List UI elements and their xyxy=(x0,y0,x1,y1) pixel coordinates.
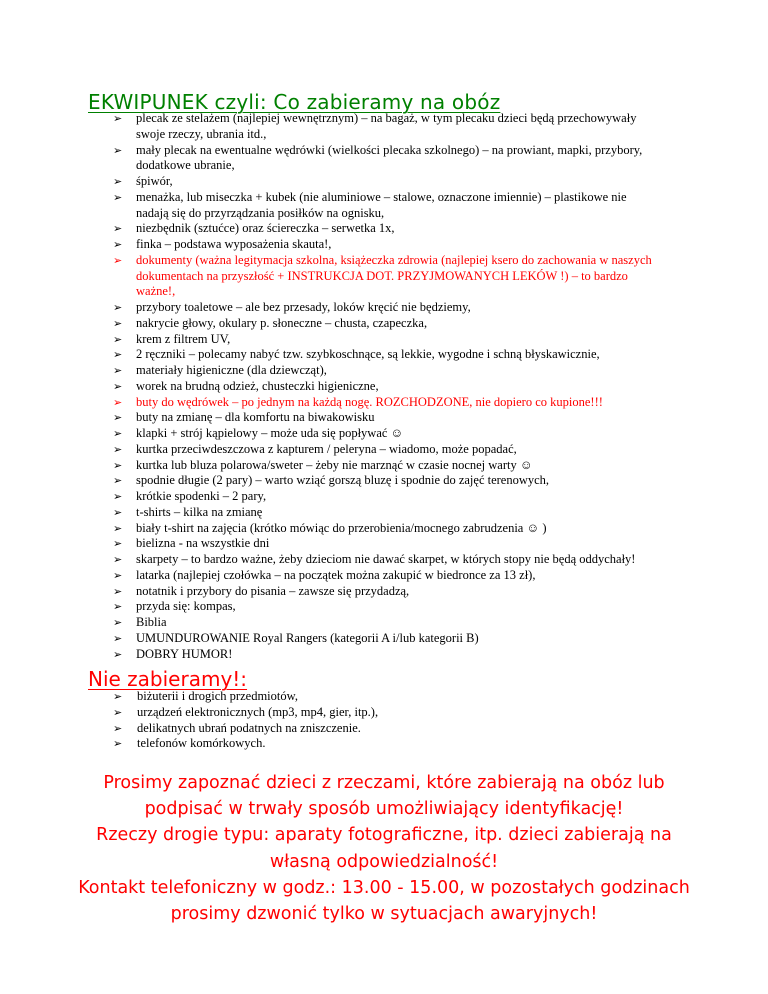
arrow-bullet-icon: ➢ xyxy=(113,474,123,488)
list-item-text: spodnie długie (2 pary) – warto wziąć gorszą bluzę i spodnie do zajęć terenowych, xyxy=(136,473,550,488)
list-item-text: nakrycie głowy, okulary p. słoneczne – chusta, czapeczka, xyxy=(136,315,428,330)
list-item-text: plecak ze stelażem (najlepiej wewnętrznym) – na bagaż, w tym plecaku dzieci będą przechowywały swoje rzeczy, ubrania itd., xyxy=(136,111,637,141)
arrow-bullet-icon: ➢ xyxy=(113,190,123,204)
list-item-text: krem z filtrem UV, xyxy=(136,331,231,346)
arrow-bullet-icon: ➢ xyxy=(113,427,123,440)
arrow-bullet-icon: ➢ xyxy=(113,395,123,409)
list-item xyxy=(0,736,657,752)
list-item-text: 2 ręczniki – polecamy nabyć tzw. szybkoschnące, są lekkie, wygodne i schną błyskawicznie, xyxy=(136,347,600,362)
list-item xyxy=(0,721,657,737)
arrow-bullet-icon: ➢ xyxy=(113,553,123,566)
list-item-text: delikatnych ubrań podatnych na zniszczenie. xyxy=(137,720,361,735)
arrow-bullet-icon: ➢ xyxy=(113,705,123,719)
list-item xyxy=(0,332,656,348)
list-item-text: dokumenty (ważna legitymacja szkolna, książeczka zdrowia (najlepiej ksero do zachowania w naszych dokumentach na przyszłość + INSTRUKCJA DOT. PRZYJMOWANYCH LEKÓW !) – to bardzo ważne!, xyxy=(136,252,652,299)
list-item xyxy=(0,190,656,222)
list-item-text: menażka, lub miseczka + kubek (nie aluminiowe – stalowe, oznaczone imiennie) – plastikowe nie nadają się do przyrządzania posiłków na ognisku, xyxy=(136,189,627,220)
list-item xyxy=(0,143,656,175)
arrow-bullet-icon: ➢ xyxy=(113,143,123,157)
arrow-bullet-icon: ➢ xyxy=(113,521,123,535)
closing-line: Kontakt telefoniczny w godz.: 13.00 - 15.00, w pozostałych godzinach xyxy=(78,877,690,898)
list-item xyxy=(0,426,656,442)
list-item-text: buty do wędrówek – po jednym na każdą nogę. ROZCHODZONE, nie dopiero co kupione!!! xyxy=(136,394,603,409)
arrow-bullet-icon: ➢ xyxy=(113,411,123,425)
do-not-take-heading: Nie zabieramy!: xyxy=(88,667,248,691)
list-item-text: kurtka lub bluza polarowa/sweter – żeby nie marznąć w czasie nocnej warty ☺ xyxy=(136,457,533,472)
list-item-text: t-shirts – kilka na zmianę xyxy=(136,504,263,519)
list-item xyxy=(0,221,656,237)
list-item xyxy=(0,489,656,505)
list-item xyxy=(0,442,656,458)
list-item xyxy=(0,458,656,474)
arrow-bullet-icon: ➢ xyxy=(113,737,123,751)
arrow-bullet-icon: ➢ xyxy=(113,364,123,377)
list-item xyxy=(0,395,656,411)
list-item xyxy=(0,379,656,395)
arrow-bullet-icon: ➢ xyxy=(113,175,123,188)
arrow-bullet-icon: ➢ xyxy=(113,584,123,598)
list-item xyxy=(0,237,656,253)
list-item-text: krótkie spodenki – 2 pary, xyxy=(136,489,267,503)
arrow-bullet-icon: ➢ xyxy=(113,721,123,735)
closing-line: Rzeczy drogie typu: aparaty fotograficzne, itp. dzieci zabierają na xyxy=(96,825,672,846)
list-item xyxy=(0,300,656,316)
list-item xyxy=(0,521,656,537)
list-item-text: przybory toaletowe – ale bez przesady, loków kręcić nie będziemy, xyxy=(136,300,471,314)
list-item-text: mały plecak na ewentualne wędrówki (wielkości plecaka szkolnego) – na prowiant, mapki, przybory, dodatkowe ubranie, xyxy=(136,142,643,173)
arrow-bullet-icon: ➢ xyxy=(113,458,123,472)
list-item-text: DOBRY HUMOR! xyxy=(136,646,233,661)
arrow-bullet-icon: ➢ xyxy=(113,348,123,362)
closing-line: prosimy dzwonić tylko w sytuacjach awaryjnych! xyxy=(170,904,598,925)
arrow-bullet-icon: ➢ xyxy=(113,647,123,661)
list-item-text: worek na brudną odzież, chusteczki higieniczne, xyxy=(136,378,379,393)
list-item xyxy=(0,705,657,721)
list-item-text: telefonów komórkowych. xyxy=(137,736,266,751)
arrow-bullet-icon: ➢ xyxy=(113,631,123,645)
list-item xyxy=(0,253,656,300)
arrow-bullet-icon: ➢ xyxy=(113,537,123,551)
closing-line: własną odpowiedzialność! xyxy=(269,851,499,872)
list-item-text: UMUNDUROWANIE Royal Rangers (kategorii A i/lub kategorii B) xyxy=(136,630,479,645)
closing-line: Prosimy zapoznać dzieci z rzeczami, które zabierają na obóz lub xyxy=(103,773,665,793)
list-item xyxy=(0,363,656,379)
list-item-text: materiały higieniczne (dla dziewcząt), xyxy=(136,363,327,377)
arrow-bullet-icon: ➢ xyxy=(113,490,123,503)
arrow-bullet-icon: ➢ xyxy=(113,332,123,346)
list-item-text: Biblia xyxy=(136,615,167,629)
list-item xyxy=(0,174,656,190)
list-item-text: bielizna - na wszystkie dni xyxy=(136,536,270,551)
list-item-text: niezbędnik (sztućce) oraz ściereczka – serwetka 1x, xyxy=(136,221,395,236)
list-item-text: przyda się: kompas, xyxy=(136,599,236,614)
list-item-text: buty na zmianę – dla komfortu na biwakowisku xyxy=(136,410,375,425)
list-item xyxy=(0,552,656,568)
arrow-bullet-icon: ➢ xyxy=(113,222,123,236)
arrow-bullet-icon: ➢ xyxy=(113,568,123,582)
list-item-text: biżuterii i drogich przedmiotów, xyxy=(137,689,298,703)
arrow-bullet-icon: ➢ xyxy=(113,616,123,629)
arrow-bullet-icon: ➢ xyxy=(113,505,123,519)
closing-notice xyxy=(40,770,728,927)
list-item xyxy=(0,505,656,521)
arrow-bullet-icon: ➢ xyxy=(113,316,123,330)
arrow-bullet-icon: ➢ xyxy=(113,112,123,125)
list-item-text: biały t-shirt na zajęcia (krótko mówiąc do przerobienia/mocnego zabrudzenia ☺ ) xyxy=(136,520,547,535)
list-item-text: śpiwór, xyxy=(136,174,173,188)
arrow-bullet-icon: ➢ xyxy=(113,690,123,703)
list-item-text: finka – podstawa wyposażenia skauta!, xyxy=(136,237,332,251)
list-item-text: skarpety – to bardzo ważne, żeby dzieciom nie dawać skarpet, w których stopy nie będą oddychały! xyxy=(136,552,636,566)
list-item xyxy=(0,473,656,489)
list-item-text: latarka (najlepiej czołówka – na początek można zakupić w biedronce za 13 zł), xyxy=(136,567,536,582)
packing-list xyxy=(0,111,656,662)
list-item xyxy=(0,410,656,426)
arrow-bullet-icon: ➢ xyxy=(113,253,123,267)
list-item-text: urządzeń elektronicznych (mp3, mp4, gier, itp.), xyxy=(137,704,379,719)
arrow-bullet-icon: ➢ xyxy=(113,301,123,314)
list-item xyxy=(0,599,656,615)
list-item-text: klapki + strój kąpielowy – może uda się popływać ☺ xyxy=(136,426,404,440)
do-not-take-list xyxy=(0,689,657,752)
closing-line: podpisać w trwały sposób umożliwiający identyfikację! xyxy=(144,799,624,820)
list-item xyxy=(0,631,656,647)
list-item-text: notatnik i przybory do pisania – zawsze się przydadzą, xyxy=(136,583,410,598)
arrow-bullet-icon: ➢ xyxy=(113,442,123,456)
list-item xyxy=(0,568,656,584)
list-item xyxy=(0,111,656,143)
arrow-bullet-icon: ➢ xyxy=(113,600,123,614)
list-item xyxy=(0,689,657,705)
arrow-bullet-icon: ➢ xyxy=(113,379,123,393)
list-item xyxy=(0,347,656,363)
list-item xyxy=(0,536,656,552)
list-item xyxy=(0,615,656,631)
packing-list-heading: EKWIPUNEK czyli: Co zabieramy na obóz xyxy=(88,90,501,114)
list-item xyxy=(0,647,656,663)
list-item xyxy=(0,316,656,332)
arrow-bullet-icon: ➢ xyxy=(113,238,123,251)
list-item xyxy=(0,584,656,600)
list-item-text: kurtka przeciwdeszczowa z kapturem / peleryna – wiadomo, może popadać, xyxy=(136,441,517,456)
